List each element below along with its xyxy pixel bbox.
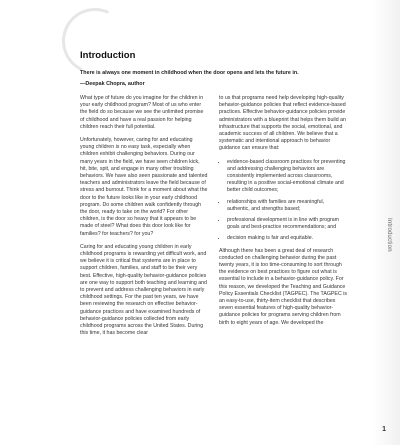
epigraph-quote: There is always one moment in childhood when the door opens and lets the future in.: [80, 70, 299, 76]
list-item: • relationships with families are meaningful, authentic, and strengths based;: [227, 199, 347, 213]
list-item: • decision making is fair and equitable.: [227, 235, 347, 242]
left-column: [80, 95, 208, 344]
epigraph-attribution: —Deepak Chopra, author: [80, 81, 145, 87]
paragraph: to us that programs need help developing high-quality behavior-guidance policies that reflect evidence-based practices. Effective behavior-guidance policies provide administrators with a blueprint that helps them build an infrastructure that supports the social, emotional, and academic success of all children. We believe that a systematic and intentional approach to behavior guidance can ensure that:: [219, 95, 346, 152]
section-side-label: Introduction: [386, 218, 392, 252]
right-column: [219, 95, 347, 333]
list-item: • professional development is in line with program goals and best-practice recommendations; and: [227, 217, 347, 231]
paragraph: Unfortunately, however, caring for and educating young children is no easy task, especially when children exhibit challenging behaviors. During our many years in the field, we have seen children kick, hit, bite, spit, and engage in many other troubling behaviors. We have also seen passionate and talented teachers and administrators leave the field because of stress and burnout. Think for a moment about what the door to the future looks like in your early childhood program. Do some children walk confidently through the door, ready to take on the world? For other children, is the door so heavy that it appears to be made of steel? What does this door look like for families? for teachers? for you?: [80, 137, 208, 237]
page-number: 1: [382, 426, 386, 433]
paragraph: Although there has been a great deal of research conducted on challenging behavior during the past twenty years, it is too time-consuming to sort through the evidence on best practices to figure out what is essential to include in a behavior-guidance policy. For this reason, we developed the Teaching and Guidance Policy Essentials Checklist (TAGPEC). The TAGPEC is an easy-to-use, thirty-item checklist that describes seven essential features of high-quality behavior-guidance policies for programs serving children from birth to eight years of age. We developed the: [219, 247, 347, 326]
paragraph: What type of future do you imagine for the children in your early childhood program? Most of us who enter the field do so because we see the unlimited promise of childhood and have a real passion for helping children reach their full potential.: [80, 95, 204, 130]
page-title: Introduction: [80, 50, 136, 61]
paragraph: Caring for and educating young children in early childhood programs is rewarding yet difficult work, and we believe it is critical that systems are in place to support children, families, and staff to be their very best. Effective, high-quality behavior-guidance policies are one way to support both teaching and learning and to prevent and address challenging behaviors in early childhood settings. For the past ten years, we have been reviewing the research on effective behavior-guidance practices and have examined hundreds of behavior-guidance policies collected from early childhood programs across the United States. During this time, it has become clear: [80, 243, 207, 337]
bullet-list: [219, 159, 347, 243]
list-item: • evidence-based classroom practices for preventing and addressing challenging behaviors are consistently implemented across classrooms, resulting in a positive social-emotional climate and better child outcomes;: [227, 159, 347, 195]
